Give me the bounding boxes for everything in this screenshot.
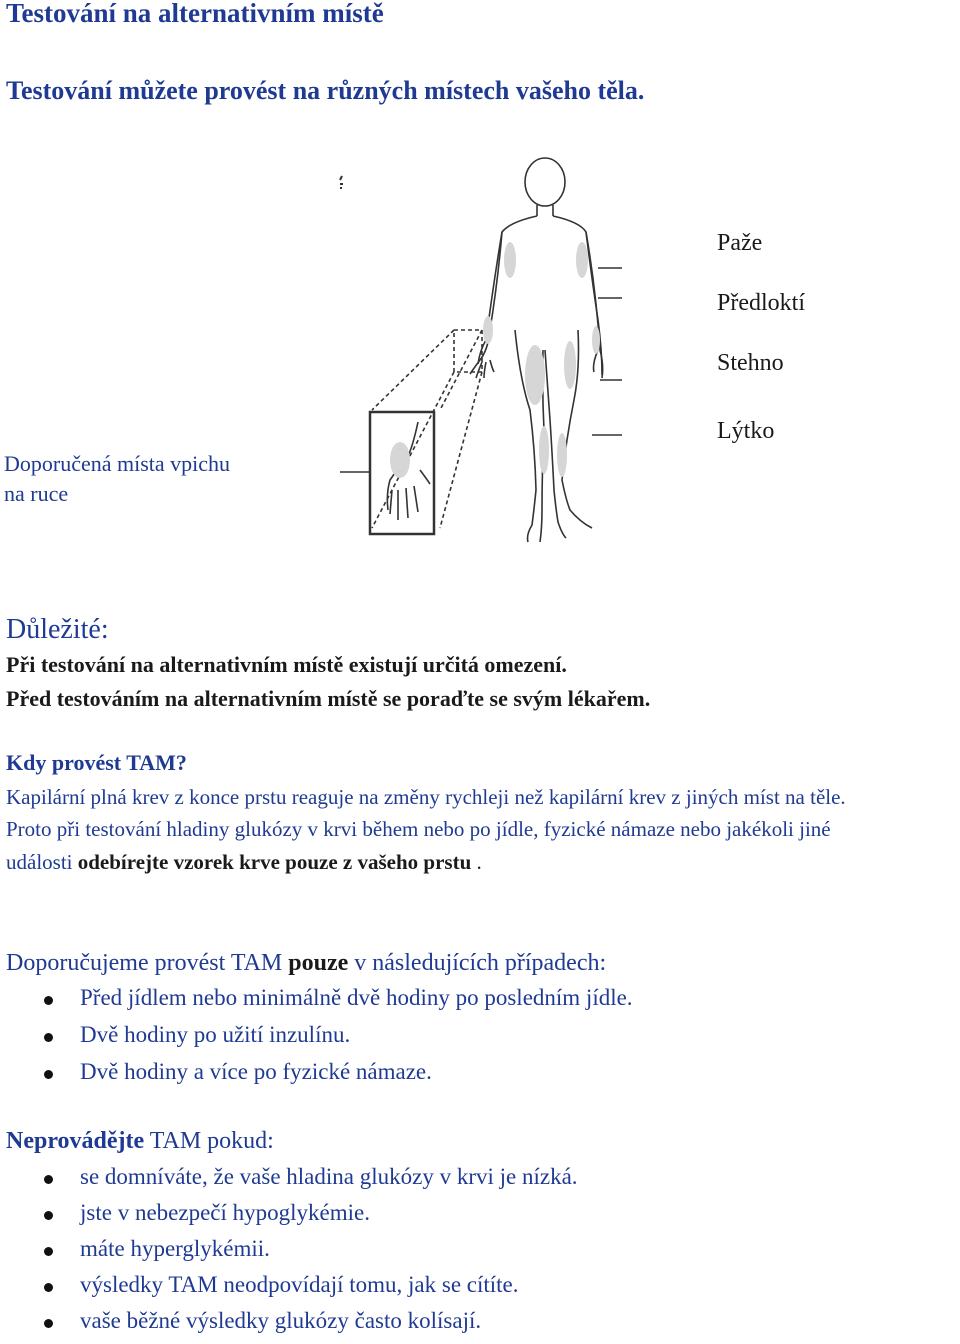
- body-diagram: [330, 150, 630, 550]
- when-paragraph-line-1: Kapilární plná krev z konce prstu reaguje na změny rychleji než kapilární krev z jiných míst na těle.: [6, 785, 846, 809]
- list-item-text: máte hyperglykémii.: [80, 1236, 270, 1261]
- when-paragraph-line-2: Proto při testování hladiny glukózy v krvi během nebo po jídle, fyzické námaze nebo jakékoli jiné: [6, 817, 831, 841]
- bullet-icon: [44, 1247, 53, 1256]
- bullet-icon: [44, 1070, 53, 1079]
- list-item: [0, 1200, 578, 1236]
- label-arm: Paže: [717, 230, 763, 256]
- bullet-icon: [44, 996, 53, 1005]
- when-line3-end: .: [471, 850, 482, 874]
- list-item: [0, 1059, 633, 1096]
- label-hand-line2: na ruce: [4, 481, 69, 506]
- list-item-text: jste v nebezpečí hypoglykémie.: [80, 1200, 370, 1225]
- important-heading: Důležité:: [6, 614, 109, 645]
- recommend-list: [0, 985, 633, 1096]
- label-calf: Lýtko: [717, 418, 775, 444]
- list-item-text: Dvě hodiny a více po fyzické námaze.: [80, 1059, 432, 1084]
- bullet-icon: [44, 1319, 53, 1328]
- bullet-icon: [44, 1211, 53, 1220]
- label-forearm: Předloktí: [717, 290, 805, 316]
- when-line3-bold: odebírejte vzorek krve pouze z vašeho prstu: [77, 850, 472, 874]
- dont-intro-end: TAM pokud:: [144, 1128, 274, 1154]
- when-line3-start: události: [6, 850, 78, 874]
- recommend-intro-start: Doporučujeme provést TAM: [6, 950, 289, 976]
- important-line-1: Při testování na alternativním místě existují určitá omezení.: [6, 652, 567, 677]
- list-item-text: výsledky TAM neodpovídají tomu, jak se cítíte.: [80, 1272, 519, 1297]
- list-item-text: Dvě hodiny po užití inzulínu.: [80, 1022, 351, 1047]
- list-item: [0, 1308, 578, 1344]
- list-item: [0, 1236, 578, 1272]
- bullet-icon: [44, 1283, 53, 1292]
- when-heading: Kdy provést TAM?: [6, 750, 187, 775]
- list-item-text: se domníváte, že vaše hladina glukózy v krvi je nízká.: [80, 1164, 578, 1189]
- list-item: [0, 1164, 578, 1200]
- when-paragraph-line-3: [6, 850, 482, 875]
- list-item-text: Před jídlem nebo minimálně dvě hodiny po posledním jídle.: [80, 985, 633, 1010]
- dont-intro-bold: Neprovádějte: [6, 1128, 145, 1154]
- page-subtitle: Testování můžete provést na různých místech vašeho těla.: [6, 76, 645, 105]
- list-item-text: vaše běžné výsledky glukózy často kolísají.: [80, 1308, 482, 1333]
- list-item: [0, 1272, 578, 1308]
- list-item: [0, 985, 633, 1022]
- important-line-2: Před testováním na alternativním místě se poraďte se svým lékařem.: [6, 686, 651, 711]
- recommend-intro-bold: pouze: [288, 950, 349, 976]
- recommend-intro-end: v následujících případech:: [348, 950, 607, 976]
- bullet-icon: [44, 1033, 53, 1042]
- label-thigh: Stehno: [717, 350, 784, 376]
- page-title: Testování na alternativním místě: [6, 0, 384, 28]
- dont-intro: [6, 1128, 274, 1155]
- label-hand-line1: Doporučená místa vpichu: [4, 451, 231, 476]
- dont-list: [0, 1164, 578, 1344]
- bullet-icon: [44, 1175, 53, 1184]
- recommend-intro: [6, 950, 606, 977]
- list-item: [0, 1022, 633, 1059]
